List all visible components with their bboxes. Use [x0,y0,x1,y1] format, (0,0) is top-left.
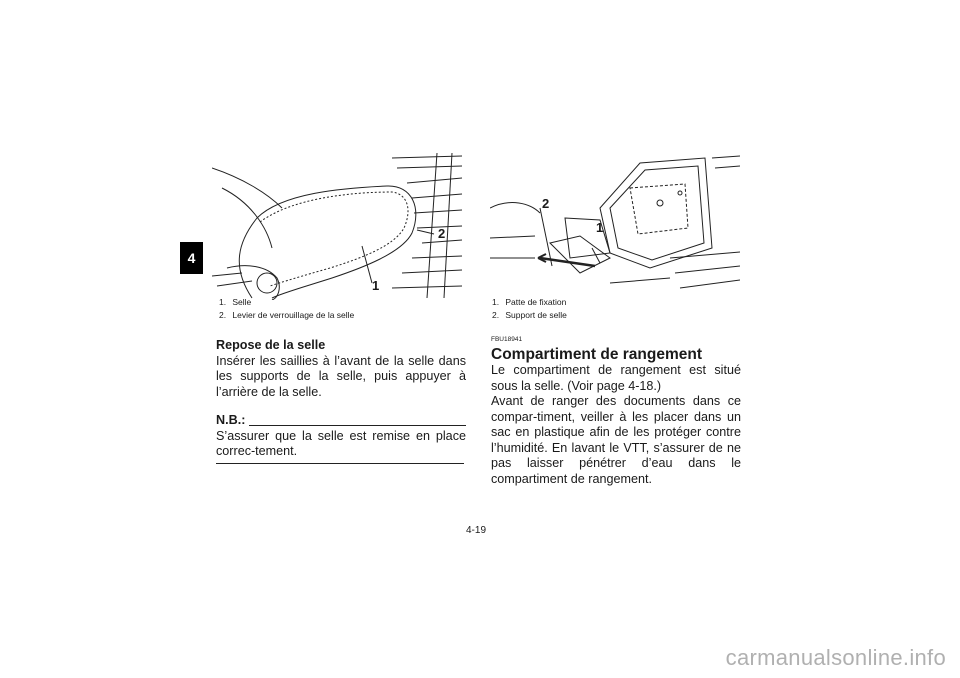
storage-compartment-illustration [490,148,740,300]
compartment-drawing [490,148,740,300]
figure-captions-left [219,296,354,322]
section-title: Compartiment de rangement [491,346,703,363]
body-paragraph: Insérer les saillies à l’avant de la selle dans les supports de la selle, puis appuyer à l’arrière de la selle. [216,353,466,399]
chapter-tab: 4 [180,242,203,274]
note-text: S’assurer que la selle est remise en place correc-tement. [216,428,466,458]
caption-item: 2. Support de selle [492,310,567,320]
callout-2: 2 [438,226,446,241]
note-label: N.B.: [216,413,246,427]
note-end-rule [216,463,464,464]
note-header [216,413,466,429]
caption-item: 1. Patte de fixation [492,297,567,307]
seat-drawing [212,148,464,300]
seat-illustration [212,148,464,300]
callout-1: 1 [372,278,380,293]
right-column [491,336,741,487]
page-number: 4-19 [466,525,487,536]
caption-item: 2. Levier de verrouillage de la selle [219,310,355,320]
body-paragraph: Le compartiment de rangement est situé sous la selle. (Voir page 4-18.) [491,363,741,393]
note-rule [249,425,466,426]
reference-code: FBU18941 [491,336,523,343]
caption-item: 1. Selle [219,297,252,307]
section-heading: Repose de la selle [216,338,326,352]
body-paragraph: Avant de ranger des documents dans ce compar-timent, veiller à les placer dans un sac en plastique afin de les protéger contre l’humidité. En lavant le VTT, s’assurer de ne pas laisser pénétrer d’eau dans le compartiment de rangement. [491,394,741,486]
callout-2: 2 [542,196,550,211]
callout-1: 1 [596,220,604,235]
left-column [216,338,466,464]
figure-captions-right [492,296,567,322]
watermark: carmanualsonline.info [725,645,946,670]
